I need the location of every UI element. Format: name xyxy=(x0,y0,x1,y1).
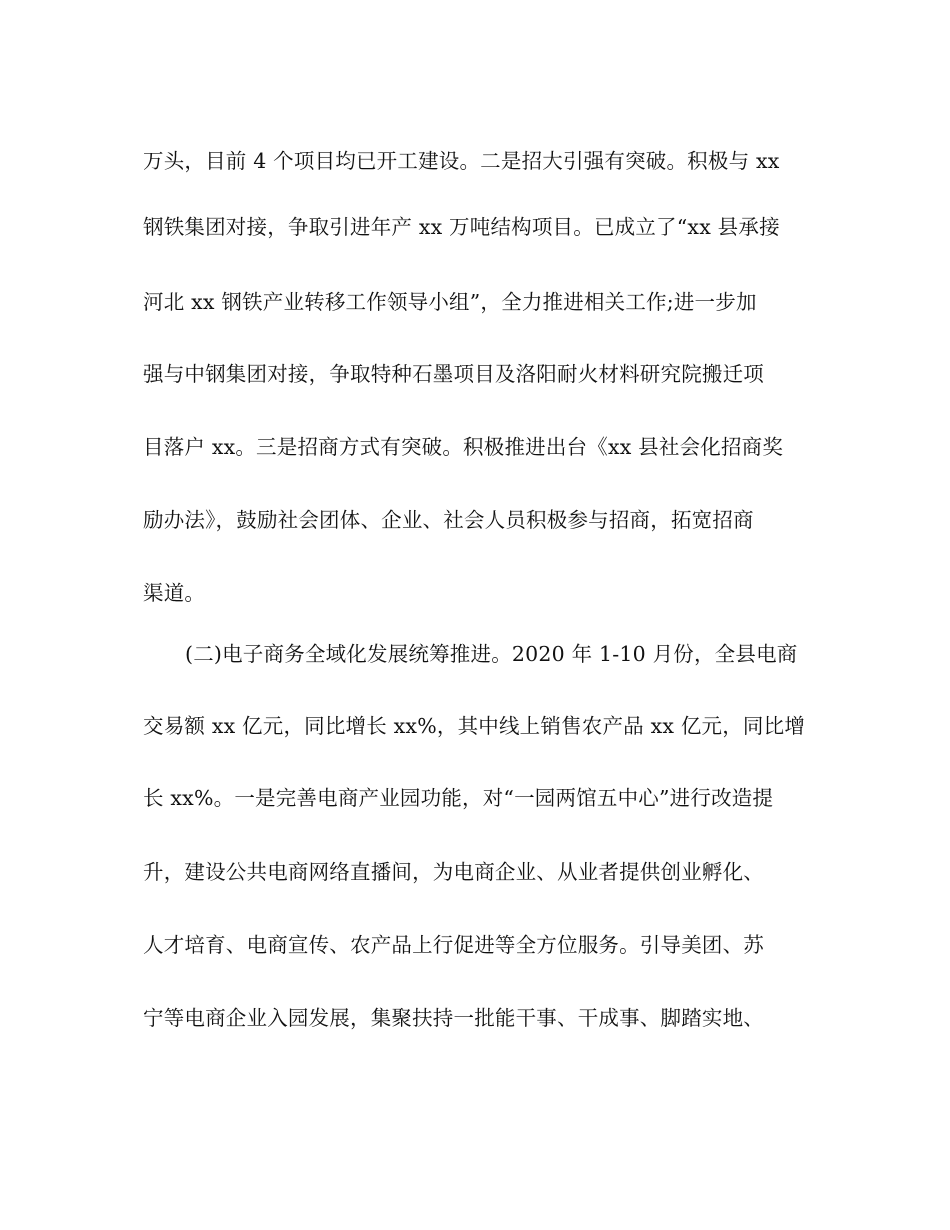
text-line: 人才培育、电商宣传、农产品上行促进等全方位服务。引导美团、苏 xyxy=(143,933,764,957)
text-line: 河北 xx 钢铁产业转移工作领导小组”，全力推进相关工作;进一步加 xyxy=(143,290,757,314)
text-line: 渠道。 xyxy=(143,581,206,605)
text-line: 励办法》，鼓励社会团体、企业、社会人员积极参与招商，拓宽招商 xyxy=(143,508,754,532)
text-line: 目落户 xx。三是招商方式有突破。积极推进出台《xx 县社会化招商奖 xyxy=(143,435,784,459)
text-line: 交易额 xx 亿元，同比增长 xx%，其中线上销售农产品 xx 亿元，同比增 xyxy=(143,714,806,738)
text-line: 万头，目前 4 个项目均已开工建设。二是招大引强有突破。积极与 xx xyxy=(143,149,780,173)
text-line: 升，建设公共电商网络直播间，为电商企业、从业者提供创业孵化、 xyxy=(143,860,764,884)
text-line: 长 xx%。一是完善电商产业园功能，对“一园两馆五中心”进行改造提 xyxy=(143,786,774,810)
paragraph-heading-line: (二)电子商务全域化发展统筹推进。2020 年 1-10 月份，全县电商 xyxy=(185,642,798,666)
text-line: 钢铁集团对接，争取引进年产 xx 万吨结构项目。已成立了“xx 县承接 xyxy=(143,215,780,239)
text-line: 宁等电商企业入园发展，集聚扶持一批能干事、干成事、脚踏实地、 xyxy=(143,1006,764,1030)
text-line: 强与中钢集团对接，争取特种石墨项目及洛阳耐火材料研究院搬迁项 xyxy=(143,362,764,386)
